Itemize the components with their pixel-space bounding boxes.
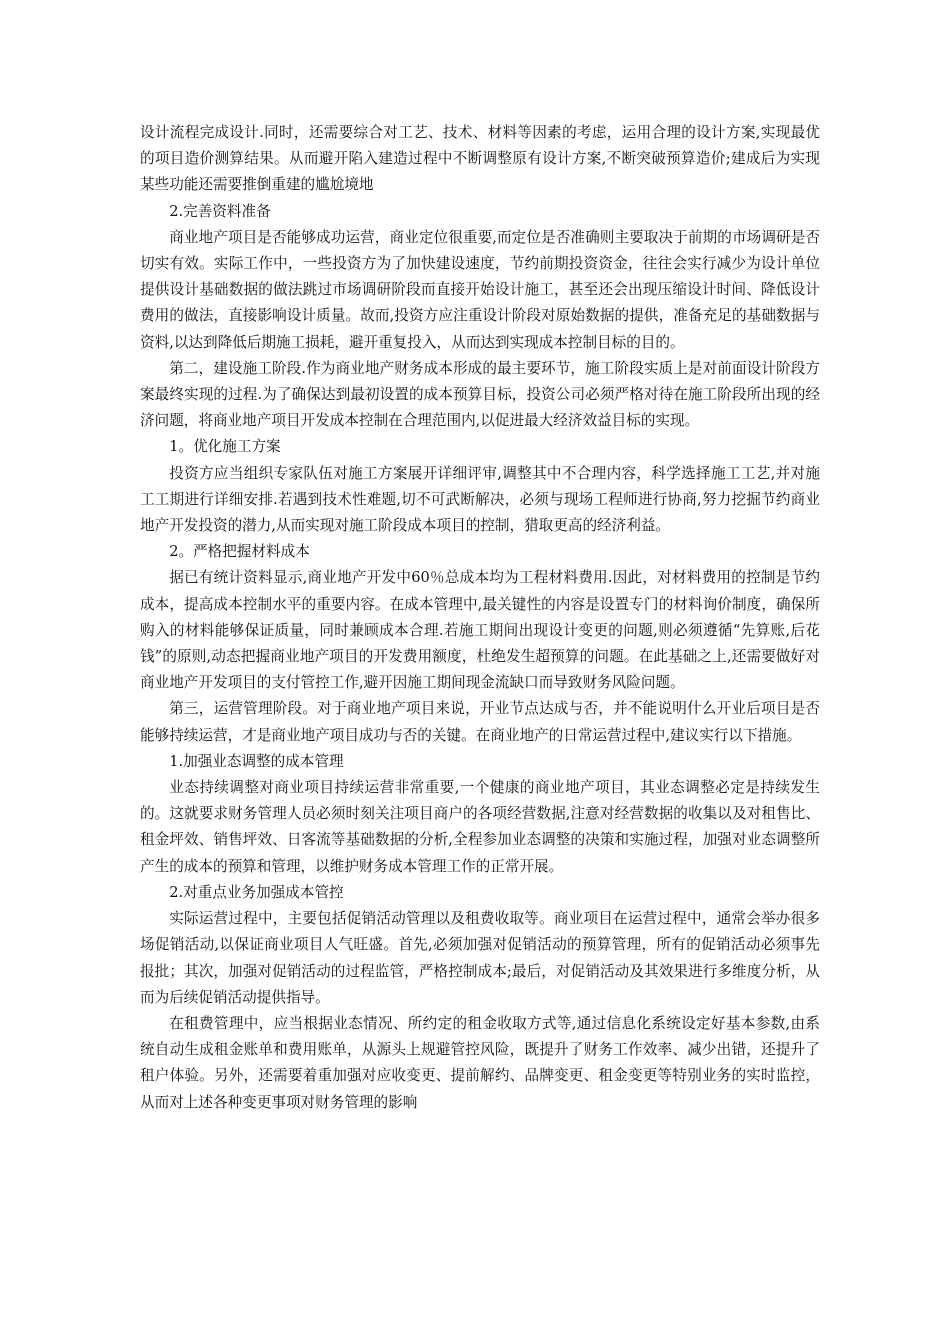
heading-business-format-adjustment: 1.加强业态调整的成本管理	[169, 752, 344, 770]
paragraph-8: 实际运营过程中，主要包括促销活动管理以及租费收取等。商业项目在运营过程中，通常会举办很多场促销活动,以保证商业项目人气旺盛。首先,必须加强对促销活动的预算管理，所有的促销活动必须事先报批；其次，加强对促销活动的过程监管，严格控制成本;最后，对促销活动及其效果进行多维度分析，从而为后续促销活动提供指导。	[140, 910, 820, 1006]
paragraph-1: 设计流程完成设计.同时，还需要综合对工艺、技术、材料等因素的考虑，运用合理的设计方案,实现最优的项目造价测算结果。从而避开陷入建造过程中不断调整原有设计方案,不断突破预算造价;建成后为实现某些功能还需要推倒重建的尴尬境地	[140, 124, 820, 194]
heading-material-cost: 2。严格把握材料成本	[169, 543, 310, 561]
paragraph-3: 第二，建设施工阶段.作为商业地产财务成本形成的最主要环节，施工阶段实质上是对前面设计阶段方案最终实现的过程.为了确保达到最初设置的成本预算目标，投资公司必须严格对待在施工阶段所出现的经济问题，将商业地产项目开发成本控制在合理范围内,以促进最大经济效益目标的实现。	[140, 359, 820, 430]
paragraph-7: 业态持续调整对商业项目持续运营非常重要,一个健康的商业地产项目，其业态调整必定是持续发生的。这就要求财务管理人员必须时刻关注项目商户的各项经营数据,注意对经营数据的收集以及对租售比、租金坪效、销售坪效、日客流等基础数据的分析,全程参加业态调整的决策和实施过程，加强对业态调整所产生的成本的预算和管理，以维护财务成本管理工作的正常开展。	[140, 779, 820, 875]
paragraph-5: 据已有统计资料显示,商业地产开发中60％总成本均为工程材料费用.因此，对材料费用的控制是节约成本，提高成本控制水平的重要内容。在成本管理中,最关键性的内容是设置专门的材料询价制度，确保所购入的材料能够保证质量，同时兼顾成本合理.若施工期间出现设计变更的问题,则必须遵循“先算账,后花钱”的原则,动态把握商业地产项目的开发费用额度，杜绝发生超预算的问题。在此基础之上,还需要做好对商业地产开发项目的支付管控工作,避开因施工期间现金流缺口而导致财务风险问题。	[140, 569, 820, 692]
heading-improve-data-preparation: 2.完善资料准备	[169, 202, 271, 220]
document-page	[140, 120, 820, 1116]
heading-optimize-construction-plan: 1。优化施工方案	[169, 438, 281, 456]
paragraph-6: 第三，运营管理阶段。对于商业地产项目来说，开业节点达成与否，并不能说明什么开业后项目是否能够持续运营，才是商业地产项目成功与否的关键。在商业地产的日常运营过程中,建议实行以下措施。	[140, 700, 820, 744]
paragraph-9: 在租费管理中，应当根据业态情况、所约定的租金收取方式等,通过信息化系统设定好基本参数,由系统自动生成租金账单和费用账单，从源头上规避管控风险，既提升了财务工作效率、减少出错，还提升了租户体验。另外，还需要着重加强对应收变更、提前解约、品牌变更、租金变更等特别业务的实时监控，从而对上述各种变更事项对财务管理的影响	[140, 1014, 820, 1111]
paragraph-2: 商业地产项目是否能够成功运营，商业定位很重要,而定位是否准确则主要取决于前期的市场调研是否切实有效。实际工作中，一些投资方为了加快建设速度，节约前期投资资金，往往会实行减少为设计单位提供设计基础数据的做法跳过市场调研阶段而直接开始设计施工，甚至还会出现压缩设计时间、降低设计费用的做法，直接影响设计质量。故而,投资方应注重设计阶段对原始数据的提供，准备充足的基础数据与资料,以达到降低后期施工损耗，避开重复投入，从而达到实现成本控制目标的目的。	[140, 228, 820, 351]
paragraph-4: 投资方应当组织专家队伍对施工方案展开详细评审,调整其中不合理内容，科学选择施工工艺,并对施工工期进行详细安排.若遇到技术性难题,切不可武断解决，必须与现场工程师进行协商,努力挖掘节约商业地产开发投资的潜力,从而实现对施工阶段成本项目的控制，猎取更高的经济利益。	[140, 464, 820, 535]
heading-key-business-cost-control: 2.对重点业务加强成本管控	[169, 883, 344, 901]
